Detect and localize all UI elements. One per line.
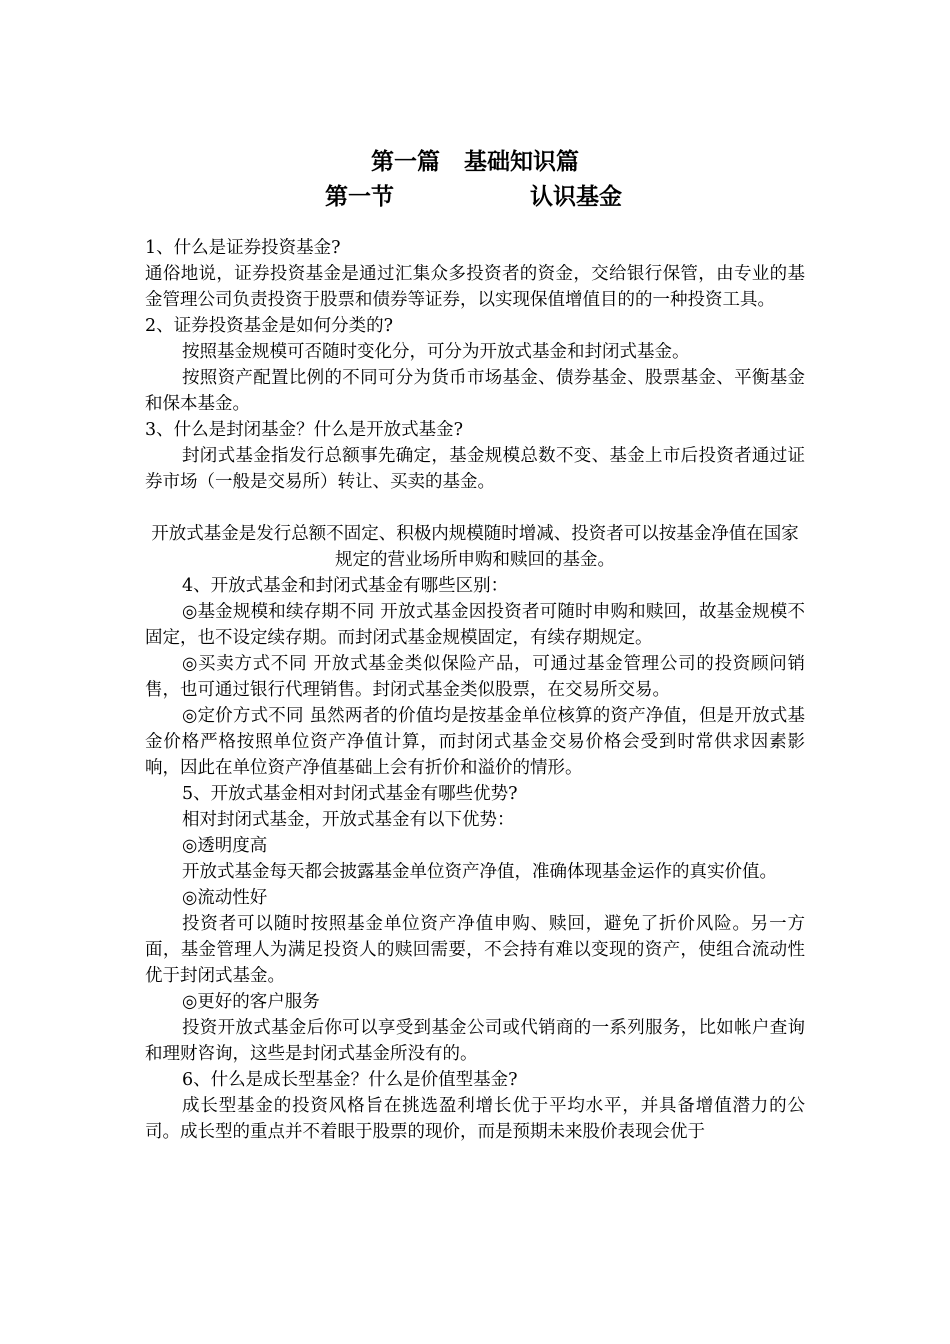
bullet-heading: ◎流动性好 — [182, 888, 268, 908]
question-heading: 2、证券投资基金是如何分类的? — [145, 316, 394, 336]
paragraph: 封闭式基金指发行总额事先确定，基金规模总数不变、基金上市后投资者通过证券市场（一般是交易所）转让、买卖的基金。 — [145, 446, 805, 492]
part-number: 第一篇 — [371, 148, 440, 175]
paragraph: 投资开放式基金后你可以享受到基金公司或代销商的一系列服务，比如帐户查询和理财咨询，这些是封闭式基金所没有的。 — [145, 1018, 805, 1064]
paragraph: ◎基金规模和续存期不同 开放式基金因投资者可随时申购和赎回，故基金规模不固定，也不设定续存期。而封闭式基金规模固定，有续存期规定。 — [145, 602, 805, 648]
blank-line — [145, 495, 805, 521]
paragraph: 按照基金规模可否随时变化分，可分为开放式基金和封闭式基金。 — [182, 342, 690, 362]
paragraph: 通俗地说，证券投资基金是通过汇集众多投资者的资金，交给银行保管，由专业的基金管理公司负责投资于股票和债券等证券，以实现保值增值目的的一种投资工具。 — [145, 264, 805, 310]
document-body — [145, 235, 805, 1145]
question-heading: 3、什么是封闭基金？什么是开放式基金? — [145, 420, 464, 440]
paragraph: ◎买卖方式不同 开放式基金类似保险产品，可通过基金管理公司的投资顾问销售，也可通过银行代理销售。封闭式基金类似股票，在交易所交易。 — [145, 654, 805, 700]
paragraph: 相对封闭式基金，开放式基金有以下优势： — [182, 810, 515, 830]
paragraph: 成长型基金的投资风格旨在挑选盈利增长优于平均水平，并具备增值潜力的公司。成长型的重点并不着眼于股票的现价，而是预期未来股价表现会优于 — [145, 1096, 805, 1142]
part-title — [0, 146, 950, 178]
paragraph: 按照资产配置比例的不同可分为货币市场基金、债券基金、股票基金、平衡基金和保本基金。 — [145, 368, 805, 414]
bullet-heading: ◎更好的客户服务 — [182, 992, 320, 1012]
question-heading: 5、开放式基金相对封闭式基金有哪些优势? — [182, 784, 518, 804]
bullet-heading: ◎透明度高 — [182, 836, 268, 856]
paragraph: ◎定价方式不同 虽然两者的价值均是按基金单位核算的资产净值，但是开放式基金价格严格按照单位资产净值计算，而封闭式基金交易价格会受到时常供求因素影响，因此在单位资产净值基础上会有折价和溢价的情形。 — [145, 706, 805, 778]
part-name: 基础知识篇 — [464, 148, 579, 175]
paragraph: 开放式基金每天都会披露基金单位资产净值，准确体现基金运作的真实价值。 — [182, 862, 777, 882]
paragraph: 投资者可以随时按照基金单位资产净值申购、赎回，避免了折价风险。另一方面，基金管理人为满足投资人的赎回需要，不会持有难以变现的资产，使组合流动性优于封闭式基金。 — [145, 914, 805, 986]
question-heading: 1、什么是证券投资基金? — [145, 238, 341, 258]
question-heading: 6、什么是成长型基金？什么是价值型基金? — [182, 1070, 518, 1090]
section-title: 认识基金 — [530, 183, 622, 210]
question-heading: 4、开放式基金和封闭式基金有哪些区别： — [182, 576, 509, 596]
paragraph-centered: 开放式基金是发行总额不固定、积极内规模随时增减、投资者可以按基金净值在国家规定的营业场所申购和赎回的基金。 — [151, 524, 799, 570]
section-label: 第一节 — [325, 183, 394, 210]
